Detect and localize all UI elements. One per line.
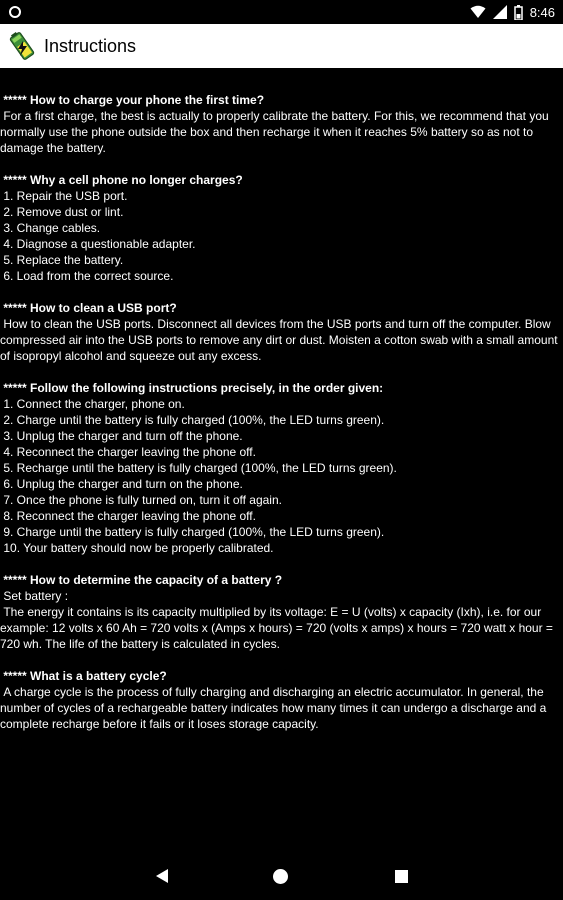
list-item: 4. Reconnect the charger leaving the phone off.	[0, 445, 256, 459]
section-text: The energy it contains is its capacity multiplied by its voltage: E = U (volts) x capacity (Ixh), i.e. for our example: 12 volts x 60 Ah = 720 volts x (Amps x hours) = 720 (volts x amps) x hours = 720 watt x hour = 720 wh. The life of the battery is calculated in cycles.	[0, 605, 557, 651]
back-icon[interactable]	[155, 868, 169, 884]
section-title: ***** Why a cell phone no longer charges?	[0, 173, 243, 187]
list-item: 6. Unplug the charger and turn on the phone.	[0, 477, 243, 491]
section-title: ***** How to charge your phone the first time?	[0, 93, 265, 107]
section-battery-cycle	[0, 668, 563, 732]
app-bar	[0, 24, 563, 68]
section-text: A charge cycle is the process of fully charging and discharging an electric accumulator. In general, the number of cycles of a rechargeable battery indicates how many times it can undergo a discharge and a complete recharge before it fails or it loses storage capacity.	[0, 685, 550, 731]
battery-charging-icon	[6, 30, 38, 62]
list-item: 5. Replace the battery.	[0, 253, 124, 267]
section-battery-capacity	[0, 572, 563, 652]
section-text: How to clean the USB ports. Disconnect all devices from the USB ports and turn off the computer. Blow compressed air into the USB ports to remove any dirt or dust. Moisten a cotton swab with a small amount of isopropyl alcohol and squeeze out any excess.	[0, 317, 561, 363]
page-title: Instructions	[44, 36, 137, 56]
section-title: ***** How to determine the capacity of a battery ?	[0, 573, 283, 587]
list-item: 1. Repair the USB port.	[0, 189, 128, 203]
section-first-charge	[0, 92, 563, 156]
status-icons	[470, 2, 555, 22]
instructions-content[interactable]	[0, 92, 563, 852]
status-bar	[0, 0, 563, 24]
status-time: 8:46	[529, 4, 555, 20]
list-item: 2. Charge until the battery is fully charged (100%, the LED turns green).	[0, 413, 385, 427]
list-item: 8. Reconnect the charger leaving the phone off.	[0, 509, 256, 523]
list-item: 6. Load from the correct source.	[0, 269, 174, 283]
section-title: ***** Follow the following instructions precisely, in the order given:	[0, 381, 384, 395]
navigation-bar	[0, 852, 563, 900]
section-title: ***** How to clean a USB port?	[0, 301, 177, 315]
battery-icon	[514, 5, 523, 20]
list-item: 4. Diagnose a questionable adapter.	[0, 237, 196, 251]
section-text: Set battery :	[0, 589, 69, 603]
notification-circle-icon	[9, 6, 21, 18]
section-title: ***** What is a battery cycle?	[0, 669, 167, 683]
home-icon[interactable]	[273, 869, 288, 884]
section-no-longer-charges	[0, 172, 563, 284]
list-item: 3. Unplug the charger and turn off the phone.	[0, 429, 243, 443]
section-clean-usb	[0, 300, 563, 364]
list-item: 10. Your battery should now be properly calibrated.	[0, 541, 274, 555]
list-item: 2. Remove dust or lint.	[0, 205, 124, 219]
wifi-icon	[470, 5, 486, 19]
section-calibration-steps	[0, 380, 563, 556]
list-item: 7. Once the phone is fully turned on, turn it off again.	[0, 493, 282, 507]
list-item: 9. Charge until the battery is fully charged (100%, the LED turns green).	[0, 525, 385, 539]
list-item: 5. Recharge until the battery is fully charged (100%, the LED turns green).	[0, 461, 397, 475]
list-item: 3. Change cables.	[0, 221, 101, 235]
list-item: 1. Connect the charger, phone on.	[0, 397, 185, 411]
signal-icon	[493, 5, 507, 19]
section-text: For a first charge, the best is actually to properly calibrate the battery. For this, we recommend that you normally use the phone outside the box and then recharge it when it reaches 5% battery so as not to damage the battery.	[0, 109, 553, 155]
recents-icon[interactable]	[395, 870, 408, 883]
